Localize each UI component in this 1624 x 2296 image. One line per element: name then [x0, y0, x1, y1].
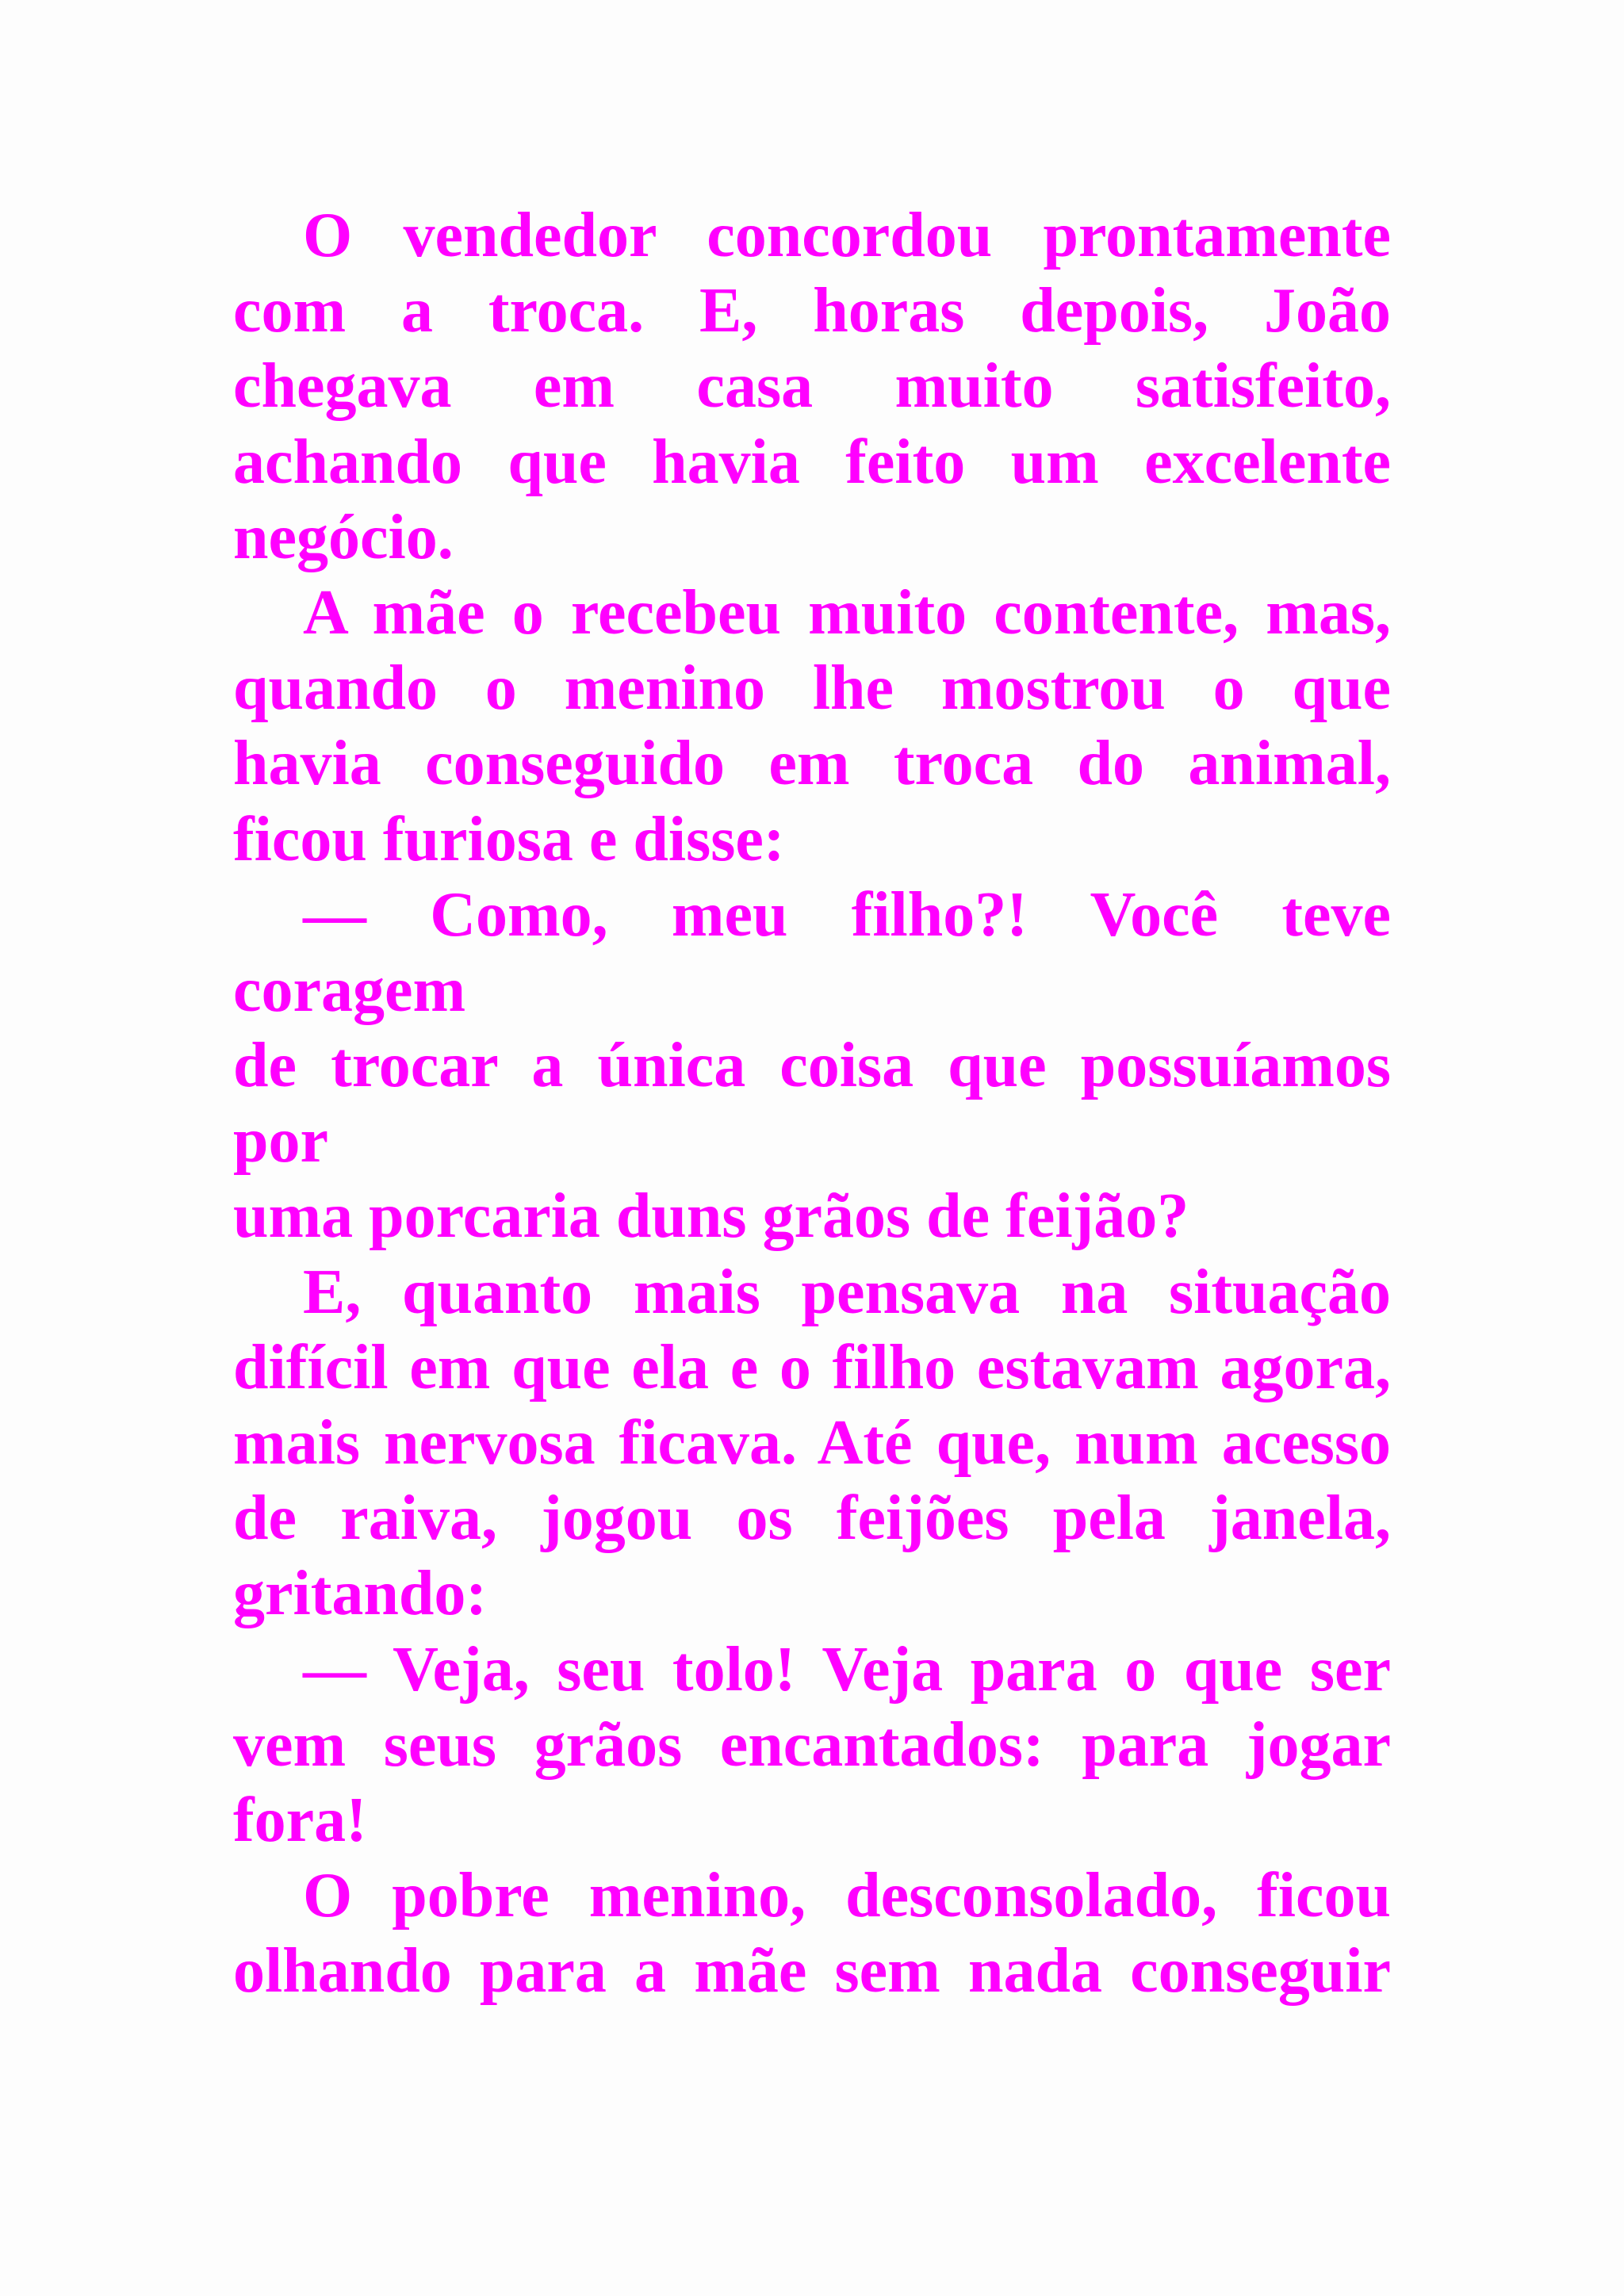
- body-text: [233, 198, 1391, 2010]
- text-line: fora!: [233, 1785, 367, 1855]
- text-line: com a troca. E, horas depois, João: [233, 276, 1391, 346]
- text-line: chegava em casa muito satisfeito,: [233, 351, 1391, 422]
- text-line: quando o menino lhe mostrou o que: [233, 653, 1391, 724]
- text-line: ficou furiosa e disse:: [233, 804, 785, 874]
- text-line: de trocar a única coisa que possuíamos: [233, 1031, 1391, 1101]
- text-line: coragem: [233, 955, 466, 1025]
- text-line: de raiva, jogou os feijões pela janela,: [233, 1483, 1391, 1554]
- text-line: mais nervosa ficava. Até que, num acesso: [233, 1408, 1391, 1478]
- text-line: uma porcaria duns grãos de feijão?: [233, 1181, 1189, 1252]
- text-line: por: [233, 1106, 328, 1177]
- text-line: gritando:: [233, 1559, 487, 1629]
- text-line: olhando para a mãe sem nada conseguir: [233, 1936, 1391, 2007]
- text-line: havia conseguido em troca do animal,: [233, 729, 1391, 799]
- text-line: negócio.: [233, 502, 454, 572]
- text-line: O pobre menino, desconsolado, ficou: [303, 1861, 1391, 1931]
- text-line: — Veja, seu tolo! Veja para o que ser: [303, 1634, 1391, 1705]
- text-line: O vendedor concordou prontamente: [303, 201, 1391, 270]
- text-line: difícil em que ela e o filho estavam agora,: [233, 1332, 1391, 1402]
- text-line: — Como, meu filho?! Você teve: [303, 879, 1391, 950]
- text-line: E, quanto mais pensava na situação: [303, 1257, 1391, 1327]
- text-line: A mãe o recebeu muito contente, mas,: [303, 577, 1391, 648]
- text-line: vem seus grãos encantados: para jogar: [233, 1709, 1391, 1780]
- text-line: achando que havia feito um excelente: [233, 427, 1391, 497]
